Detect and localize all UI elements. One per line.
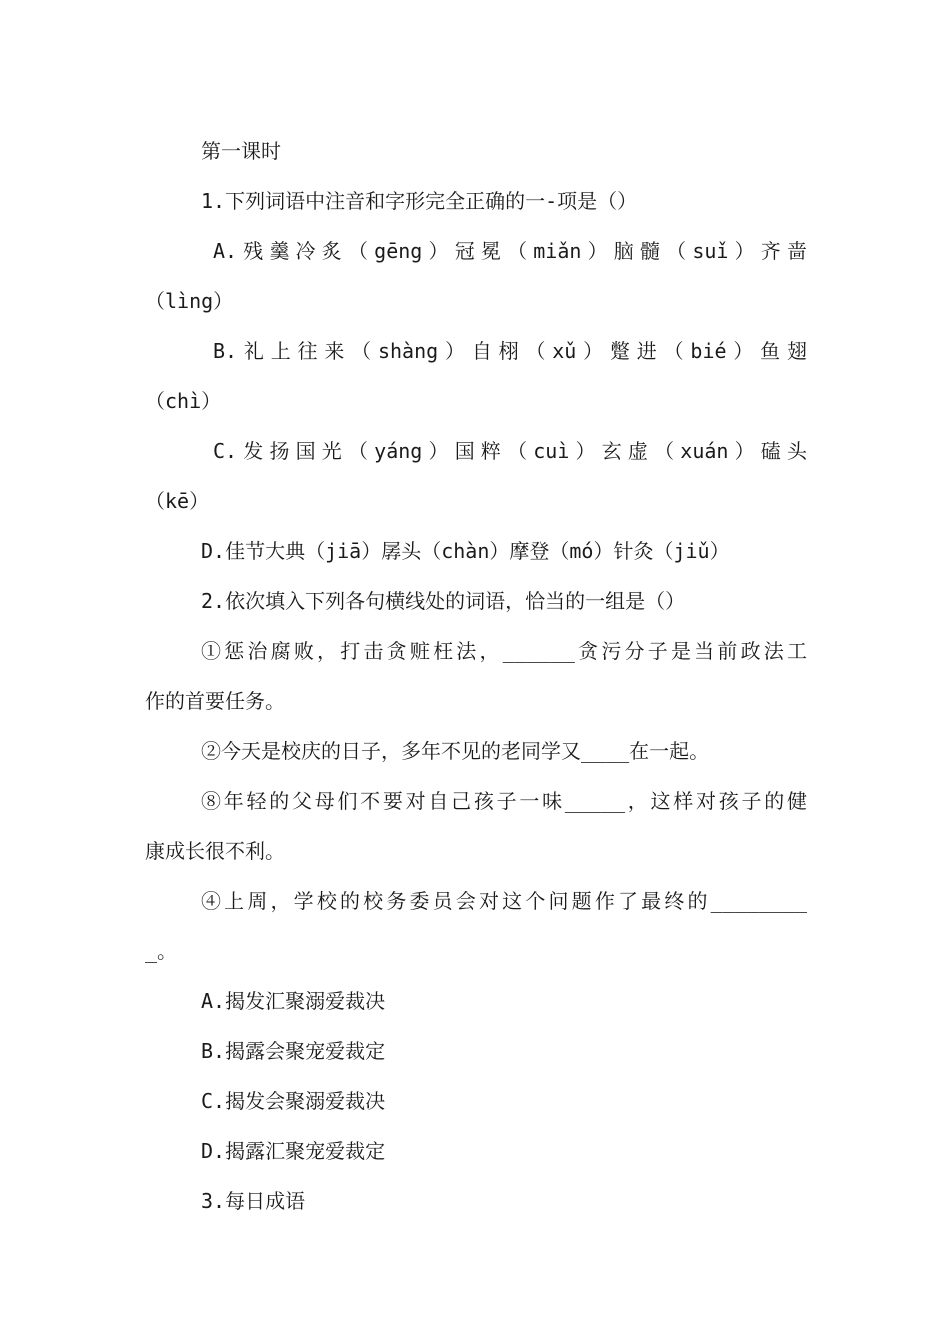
question-1-option-b: B.礼上往来（shàng）自栩（xǔ）蹩进（bié）鱼翅 — [213, 339, 807, 363]
lesson-heading: 第一课时 — [201, 139, 281, 163]
question-2-option-c: C.揭发会聚溺爱裁决 — [201, 1089, 386, 1113]
question-1-option-a: A.残羹冷炙（gēng）冠冕（miǎn）脑髓（suǐ）齐啬 — [213, 239, 807, 263]
question-2-option-d: D.揭露汇聚宠爱裁定 — [201, 1139, 386, 1163]
question-2-option-b: B.揭露会聚宠爱裁定 — [201, 1039, 386, 1063]
question-2-stem: 2.依次填入下列各句横线处的词语，恰当的一组是（） — [201, 589, 686, 613]
question-2-sentence-4-cont: _。 — [145, 939, 178, 963]
question-1-option-b-cont: （chì） — [145, 389, 222, 413]
question-2-sentence-3: ⑧年轻的父母们不要对自己孩子一味_____，这样对孩子的健 — [201, 789, 807, 813]
question-3-stem: 3.每日成语 — [201, 1189, 306, 1213]
question-2-sentence-4: ④上周，学校的校务委员会对这个问题作了最终的________ — [201, 889, 807, 913]
question-1-stem: 1.下列词语中注音和字形完全正确的一-项是（） — [201, 189, 638, 213]
question-1-option-a-cont: （lìng） — [145, 289, 234, 313]
question-2-sentence-1: ①惩治腐败，打击贪赃枉法，______贪污分子是当前政法工 — [201, 639, 807, 663]
question-2-sentence-1-cont: 作的首要任务。 — [145, 689, 285, 713]
question-1-option-c: C.发扬国光（yáng）国粹（cuì）玄虚（xuán）磕头 — [213, 439, 807, 463]
question-1-option-c-cont: （kē） — [145, 489, 210, 513]
question-2-sentence-2: ②今天是校庆的日子，多年不见的老同学又____在一起。 — [201, 739, 710, 763]
question-2-sentence-3-cont: 康成长很不利。 — [145, 839, 285, 863]
question-1-option-d: D.佳节大典（jiā）孱头（chàn）摩登（mó）针灸（jiǔ） — [201, 539, 730, 563]
question-2-option-a: A.揭发汇聚溺爱裁决 — [201, 989, 386, 1013]
